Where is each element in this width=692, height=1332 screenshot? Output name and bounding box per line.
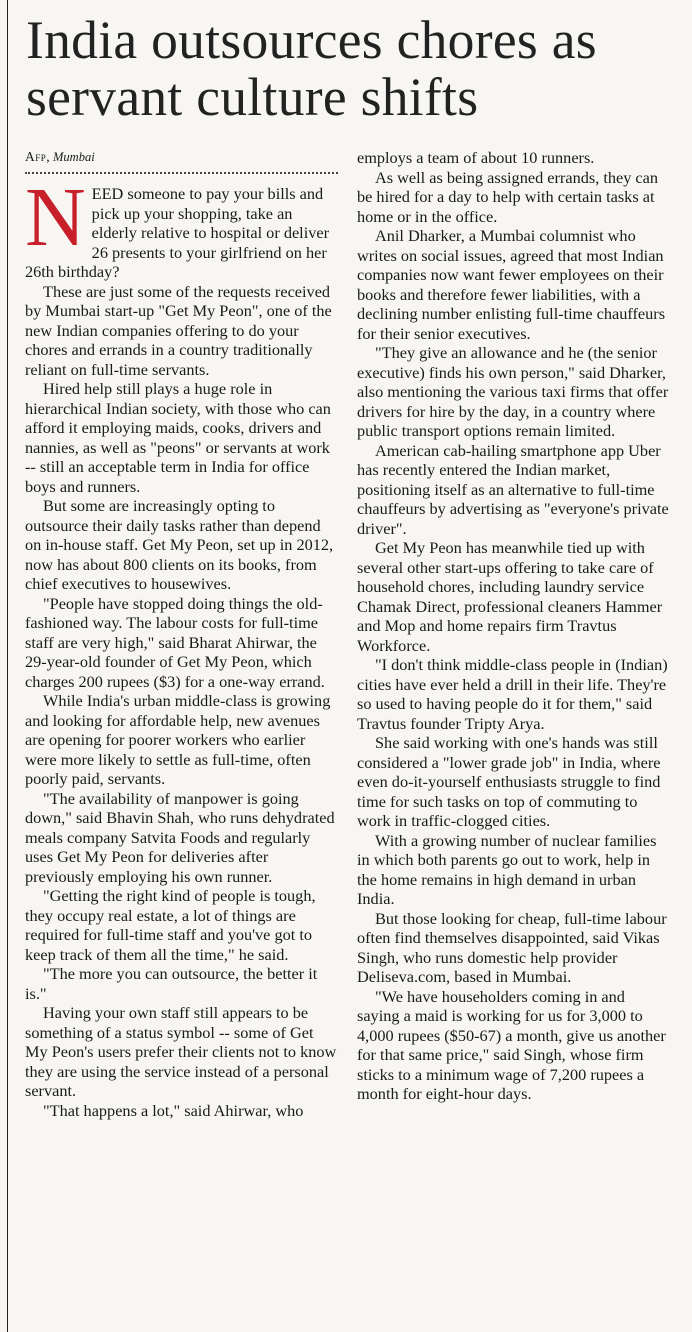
article-paragraph: Having your own staff still appears to be something of a status symbol -- some of Get My Peon's users prefer their clients not to know they are using the service instead of a personal servant. — [25, 1003, 337, 1100]
article-paragraph: These are just some of the requests received by Mumbai start-up "Get My Peon", one of the new Indian companies offering to do your chores and errands in a country traditionally reliant on full-time servants. — [25, 281, 332, 379]
lead-paragraph — [25, 171, 338, 282]
article-paragraph: But some are increasingly opting to outsource their daily tasks rather than depend on in-house staff. Get My Peon, set up in 2012, now has about 800 clients on its books, from chief executives to housewives. — [25, 496, 334, 593]
article-paragraph: She said working with one's hands was still considered a "lower grade job" in India, where even do-it-yourself enthusiasts struggle to find time for such tasks on top of commuting to work in traffic-clogged cities. — [357, 733, 661, 830]
article-paragraph: "People have stopped doing things the old-fashioned way. The labour costs for full-time staff are very high," said Bharat Ahirwar, the 29-year-old founder of Get My Peon, which charges 200 rupees ($3) for a one-way errand. — [25, 593, 325, 691]
article-paragraph: While India's urban middle-class is growing and looking for affordable help, new avenues are opening for poorer workers who earlier were more likely to settle as full-time, often poorly paid, servants. — [25, 691, 331, 788]
article-paragraph: "We have householders coming in and saying a maid is working for us for 3,000 to 4,000 rupees ($50-67) a month, give us another for that same price," said Singh, whose firm sticks to a minimum wage of 7,200 rupees a month for eight-hour days. — [357, 986, 666, 1103]
article-paragraph: "They give an allowance and he (the senior executive) finds his own person," said Dharker, also mentioning the various taxi firms that offer drivers for hire by the day, in a country where public transport options remain limited. — [357, 343, 669, 440]
column-1-body — [25, 282, 338, 1121]
article-paragraph: "That happens a lot," said Ahirwar, who — [43, 1100, 304, 1120]
article-paragraph: Get My Peon has meanwhile tied up with several other start-ups offering to take care of household chores, including laundry service Chamak Direct, professional cleaners Hammer and Mop and home repairs firm Travtus Workforce. — [357, 538, 663, 655]
article-paragraph: Hired help still plays a huge role in hierarchical Indian society, with those who can afford it employing maids, cooks, drivers and nannies, as well as "peons" or servants at work -- still an acceptable term in India for office boys and runners. — [25, 379, 331, 496]
article-paragraph: But those looking for cheap, full-time labour often find themselves disappointed, said Vikas Singh, who runs domestic help provider Deliseva.com, based in Mumbai. — [357, 908, 667, 986]
article-column-1 — [25, 148, 338, 1328]
article-paragraph: With a growing number of nuclear families in which both parents go out to work, help in the home remains in high demand in urban India. — [357, 830, 657, 908]
continuation-paragraph: employs a team of about 10 runners. — [357, 148, 595, 167]
byline-agency: Afp — [25, 149, 47, 164]
article-paragraph: "Getting the right kind of people is tough, they occupy real estate, a lot of things are required for full-time staff and you've got to keep track of them all the time," he said. — [25, 886, 316, 964]
headline: India outsources chores as servant culture shifts — [26, 10, 597, 127]
lead-text: EED someone to pay your bills and pick up your shopping, take an elderly relative to hospital or deliver 26 presents to your girlfriend on her 26th birthday? — [25, 184, 330, 281]
article-paragraph: "I don't think middle-class people in (Indian) cities have ever held a drill in their life. They're so used to having people do it for them," said Travtus founder Tripty Arya. — [357, 655, 668, 733]
article-paragraph: "The more you can outsource, the better it is." — [25, 964, 318, 1003]
byline-separator: , — [46, 149, 50, 164]
article-column-2 — [357, 148, 670, 1328]
article-paragraph: American cab-hailing smartphone app Uber has recently entered the Indian market, positioning itself as an alternative to full-time chauffeurs by advertising as "everyone's private driver". — [357, 440, 669, 538]
drop-cap: N — [25, 171, 86, 264]
article-paragraph: As well as being assigned errands, they can be hired for a day to help with certain tasks at home or in the office. — [357, 167, 659, 226]
column-2-body — [357, 168, 670, 1104]
article-paragraph: Anil Dharker, a Mumbai columnist who writes on social issues, agreed that most Indian companies now want fewer employees on their books and therefore fewer liabilities, with a declining number enlisting full-time chauffeurs for their senior executives. — [357, 226, 666, 343]
byline-city: Mumbai — [53, 150, 95, 164]
article-paragraph: "The availability of manpower is going down," said Bhavin Shah, who runs dehydrated meals company Satvita Foods and regularly uses Get My Peon for deliveries after previously employing his own runner. — [25, 788, 335, 886]
column-rule — [7, 0, 8, 1332]
